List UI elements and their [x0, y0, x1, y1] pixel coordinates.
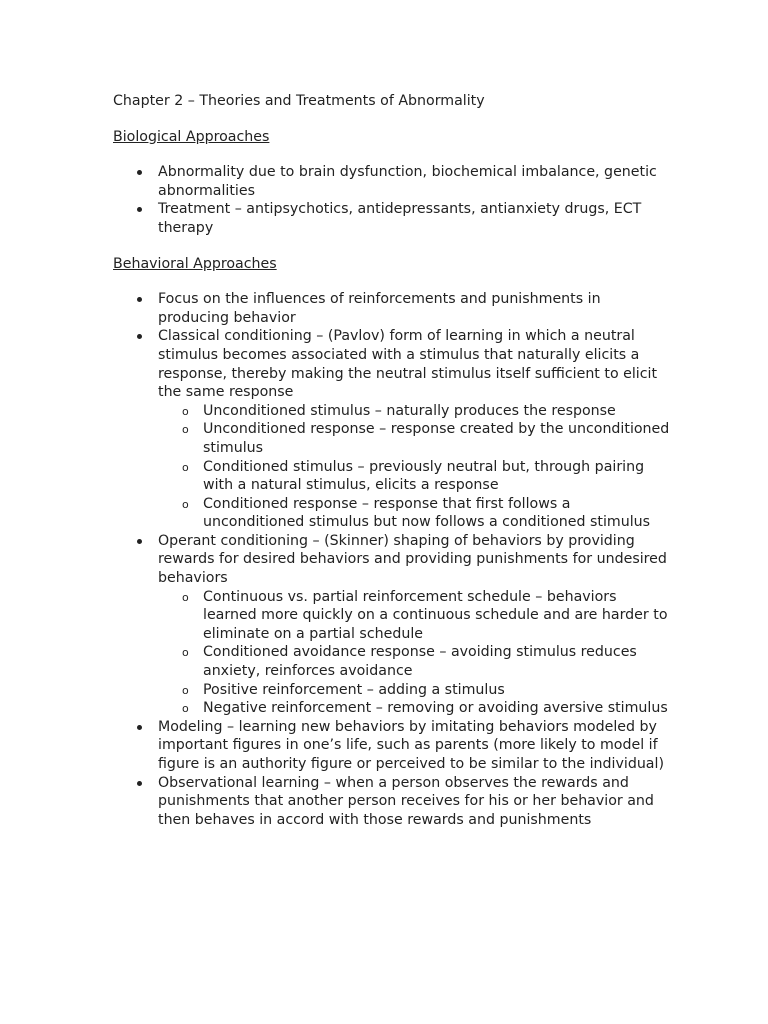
sub-bullet-item: o Unconditioned response – response created by the unconditioned stimulus	[203, 420, 673, 457]
bullet-list-biological	[113, 163, 673, 237]
bullet-item-classical-conditioning	[158, 327, 673, 532]
bullet-item-modeling: Modeling – learning new behaviors by imitating behaviors modeled by important figures in one’s life, such as parents (more likely to model if figure is an authority figure or perceived to be similar to the individual)	[158, 718, 673, 774]
chapter-title: Chapter 2 – Theories and Treatments of Abnormality	[113, 93, 485, 109]
bullet-item: Treatment – antipsychotics, antidepressants, antianxiety drugs, ECT therapy	[158, 200, 673, 237]
bullet-list-behavioral	[113, 290, 673, 829]
document-page	[113, 92, 673, 846]
sub-list-operant-conditioning	[158, 588, 673, 718]
bullet-item-observational-learning: Observational learning – when a person observes the rewards and punishments that another person receives for his or her behavior and then behaves in accord with those rewards and punishments	[158, 774, 673, 830]
bullet-item: Focus on the influences of reinforcements and punishments in producing behavior	[158, 290, 673, 327]
sub-bullet-item: o Unconditioned stimulus – naturally produces the response	[203, 402, 673, 421]
section-heading-behavioral: Behavioral Approaches	[113, 255, 277, 272]
sub-bullet-item: o Continuous vs. partial reinforcement schedule – behaviors learned more quickly on a continuous schedule and are harder to eliminate on a partial schedule	[203, 588, 673, 644]
sub-bullet-item: o Negative reinforcement – removing or avoiding aversive stimulus	[203, 699, 673, 718]
bullet-item-operant-conditioning	[158, 532, 673, 718]
sub-bullet-item: o Conditioned stimulus – previously neutral but, through pairing with a natural stimulus, elicits a response	[203, 458, 673, 495]
sub-bullet-item: o Conditioned avoidance response – avoiding stimulus reduces anxiety, reinforces avoidance	[203, 643, 673, 680]
sub-list-classical-conditioning	[158, 402, 673, 532]
bullet-text: Classical conditioning – (Pavlov) form of learning in which a neutral stimulus becomes associated with a stimulus that naturally elicits a response, thereby making the neutral stimulus itself sufficient to elicit the same response	[158, 328, 658, 401]
section-heading-biological: Biological Approaches	[113, 128, 270, 145]
bullet-text: Operant conditioning – (Skinner) shaping of behaviors by providing rewards for desired behaviors and providing punishments for undesired behaviors	[158, 532, 667, 587]
sub-bullet-item: o Conditioned response – response that first follows a unconditioned stimulus but now follows a conditioned stimulus	[203, 495, 673, 532]
sub-bullet-item: o Positive reinforcement – adding a stimulus	[203, 681, 673, 700]
bullet-item: Abnormality due to brain dysfunction, biochemical imbalance, genetic abnormalities	[158, 163, 673, 200]
